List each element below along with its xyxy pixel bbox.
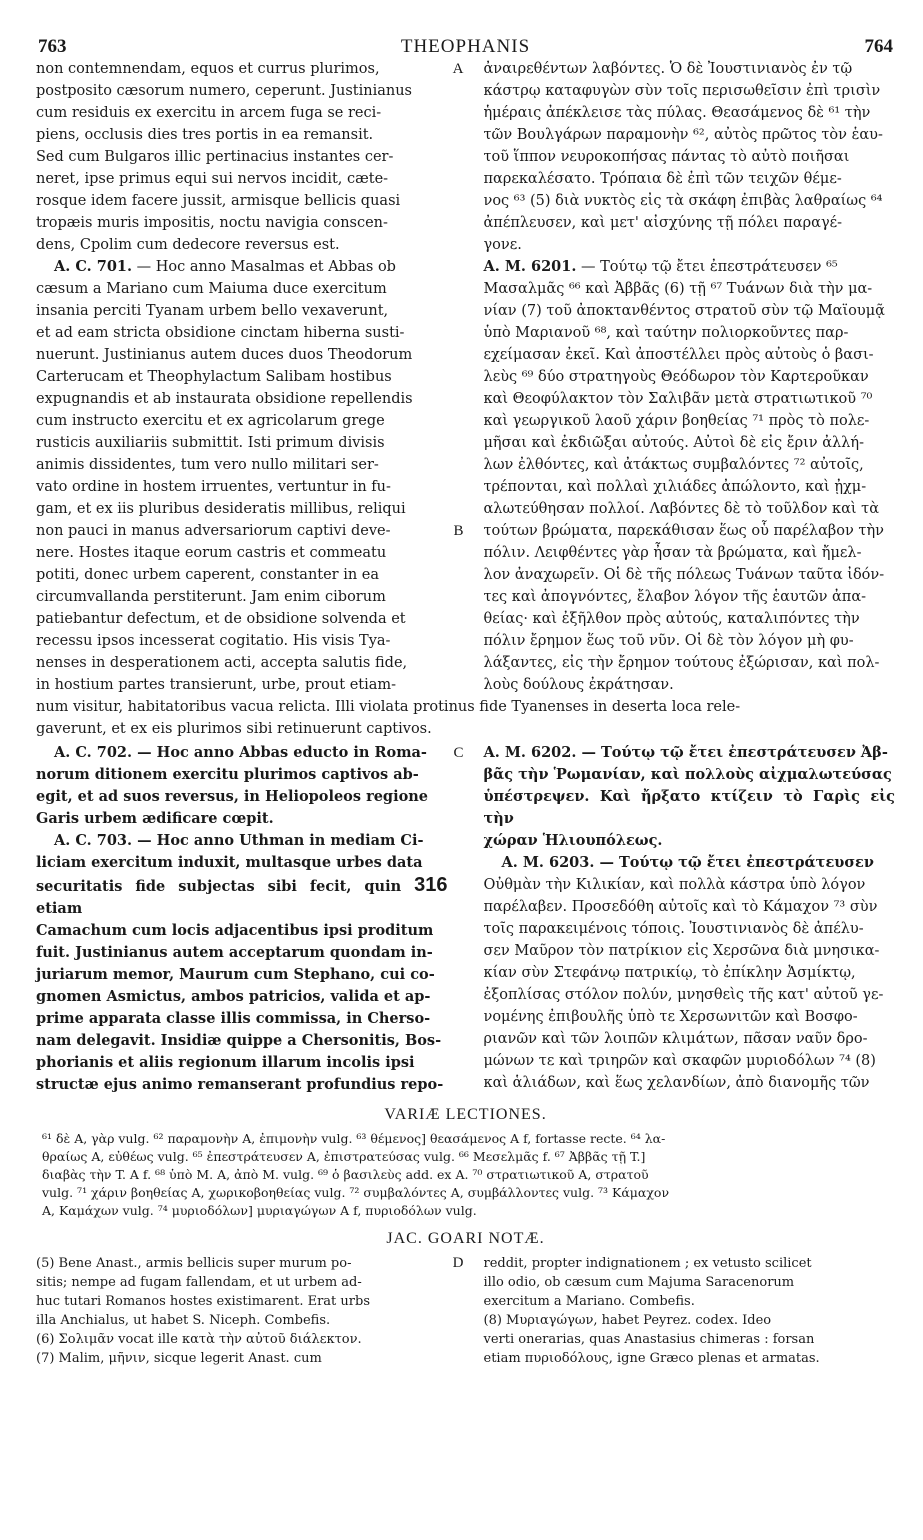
text-line: nam delegavit. Insidiæ quippe a Chersonitis, Bos- xyxy=(36,1032,442,1049)
latin-column-2 xyxy=(36,742,466,1096)
text-line: exercitum a Mariano. Combefis. xyxy=(483,1294,695,1309)
latin-entry-702 xyxy=(36,742,448,830)
text-line: (8) Μυριαγώγων, habet Peyrez. codex. Ideo xyxy=(483,1313,772,1328)
year-label-702: A. C. 702. xyxy=(54,744,133,761)
text-line: circumvallanda perstiterunt. Jam enim ciborum xyxy=(36,589,386,605)
latin-full-width-lines xyxy=(36,696,895,740)
text-line: μῆσαι καὶ ἐκδιῶξαι αὐτούς. Αὐτοὶ δὲ εἰς ἔριν ἀλλή- xyxy=(483,435,864,451)
text-line: dens, Cpolim cum dedecore reversus est. xyxy=(36,237,340,253)
text-line: τούτων βρώματα, παρεκάθισαν ἕως οὗ παρέλαβον τὴν xyxy=(483,523,884,539)
text-line: ἐξοπλίσας στόλον πολύν, μνησθεὶς τῆς κατ' αὐτοῦ γε- xyxy=(483,987,884,1003)
text-line: vulg. ⁷¹ χάριν βοηθείας A, χωρικοβοηθείας vulg. ⁷² συμβαλόντες A, συμβάλλοντες vulg. ⁷³ Κάμαχον xyxy=(42,1185,670,1200)
text-line: τοῦ ἵππον νευροκοπήσας πάντας τὸ αὐτὸ ποιῆσαι xyxy=(483,149,850,165)
text-line: recessu ipsos incesserat cogitatio. His visis Tya- xyxy=(36,633,391,649)
text-line: χώραν Ἡλιουπόλεως. xyxy=(483,832,663,849)
text-line: καὶ Θεοφύλακτον τὸν Σαλιβᾶν μετὰ στρατιωτικοῦ ⁷⁰ xyxy=(483,391,873,407)
text-line: reddit, propter indignationem ; ex vetusto scilicet xyxy=(483,1256,812,1271)
page-header xyxy=(36,30,895,58)
page-number-right: 764 xyxy=(864,36,893,57)
text-line: egit, et ad suos reversus, in Heliopoleos regione xyxy=(36,788,429,805)
greek-entry-6202 xyxy=(484,742,896,852)
text-line: etiam πυριοδόλους, igne Græco plenas et armatas. xyxy=(483,1351,820,1366)
text-line: phorianis et aliis regionum illarum incolis ipsi xyxy=(36,1054,415,1071)
text-line: gam, et ex iis pluribus desideratis millibus, reliqui xyxy=(36,501,406,517)
text-line: et ad eam stricta obsidione cinctam hiberna susti- xyxy=(36,325,405,341)
text-line: καὶ γεωργικοῦ λαοῦ χάριν βοηθείας ⁷¹ πρὸς τὸ πολε- xyxy=(483,413,870,429)
text-line: cæsum a Mariano cum Maiuma duce exercitum xyxy=(36,281,387,297)
greek-column-2 xyxy=(466,742,896,1096)
columns-section-2 xyxy=(36,742,895,1096)
text-line: Camachum cum locis adjacentibus ipsi proditum xyxy=(36,922,434,939)
text-line: Sed cum Bulgaros illic pertinacius instantes cer- xyxy=(36,149,394,165)
text-line: νίαν (7) τοῦ ἀποκτανθέντος στρατοῦ σὺν τῷ Μαϊουμᾷ xyxy=(483,303,885,319)
text-line: nere. Hostes itaque eorum castris et commeatu xyxy=(36,545,387,561)
text-line: λοὺς δούλους ἐκράτησαν. xyxy=(483,677,674,693)
text-line: λάξαντες, εἰς τὴν ἔρημον τούτους ἐξώρισαν, καὶ πολ- xyxy=(483,655,880,671)
greek-entry-6203 xyxy=(484,852,896,1094)
text-line: illo odio, ob cæsum cum Majuma Saracenorum xyxy=(483,1275,795,1290)
year-label-6203: A. M. 6203. xyxy=(501,854,595,871)
latin-column xyxy=(36,58,466,696)
year-label-6202: A. M. 6202. xyxy=(483,744,577,761)
text-line: αλωτεύθησαν πολλοί. Λαβόντες δὲ τὸ τοῦλδον καὶ τὰ xyxy=(483,501,879,517)
text-line: Οὐθμὰν τὴν Κιλικίαν, καὶ πολλὰ κάστρα ὑπὸ λόγον xyxy=(483,877,866,893)
page-number-left: 763 xyxy=(38,36,67,57)
text-line: — Hoc anno Abbas educto in Roma- xyxy=(132,744,427,761)
text-line: (7) Malim, μῆνιν, sicque legerit Anast. cum xyxy=(36,1351,322,1366)
text-line: fuit. Justinianus autem acceptarum quondam in- xyxy=(36,944,433,961)
text-line: νομένης ἐπιβουλῆς ὑπὸ τε Χερσωνιτῶν καὶ Βοσφο- xyxy=(483,1009,858,1025)
text-line: nenses in desperationem acti, accepta salutis fide, xyxy=(36,655,408,671)
greek-column xyxy=(466,58,896,696)
text-line: cum residuis ex exercitu in arcem fuga se reci- xyxy=(36,105,382,121)
inline-page-number: 316 xyxy=(414,874,448,896)
text-line: λεὺς ⁶⁹ δύο στρατηγοὺς Θεόδωρον τὸν Καρτεροῦκαν xyxy=(483,369,869,385)
greek-text-top xyxy=(484,58,896,256)
text-line: — Τούτῳ τῷ ἔτει ἐπεστράτευσεν ⁶⁵ xyxy=(576,259,838,275)
text-line: prime apparata classe illis commissa, in Cherso- xyxy=(36,1010,431,1027)
varia-lectiones xyxy=(42,1130,889,1220)
text-line: (5) Bene Anast., armis bellicis super murum po- xyxy=(36,1256,352,1271)
text-line: liciam exercitum induxit, multasque urbes data xyxy=(36,854,423,871)
margin-marker-c: C xyxy=(453,745,464,761)
text-line: θραίως A, εὐθέως vulg. ⁶⁵ ἐπεστράτευσεν A, ἐπιστρατεύσας vulg. ⁶⁶ Μεσελμᾶς f. ⁶⁷ Ἀββᾶς τῇ T.] xyxy=(42,1149,646,1164)
text-line: rusticis auxiliariis submittit. Isti primum divisis xyxy=(36,435,385,451)
text-line: norum ditionem exercitu plurimos captivos ab- xyxy=(36,766,419,783)
text-line: τρέπονται, καὶ πολλαὶ χιλιάδες ἀπώλοντο, καὶ ᾐχμ- xyxy=(483,479,867,495)
text-line: νος ⁶³ (5) διὰ νυκτὸς εἰς τὰ σκάφη ἐπιβὰς λαθραίως ⁶⁴ xyxy=(483,193,883,209)
text-line: βᾶς τὴν Ῥωμανίαν, καὶ πολλοὺς αἰχμαλωτεύσας xyxy=(483,766,892,783)
text-line: huc tutari Romanos hostes existimarent. Erat urbs xyxy=(36,1294,370,1309)
text-line: Garis urbem ædificare cœpit. xyxy=(36,810,274,827)
margin-marker-d: D xyxy=(452,1255,464,1271)
text-line: neret, ipse primus equi sui nervos incidit, cæte- xyxy=(36,171,389,187)
text-line: non contemnendam, equos et currus plurimos, xyxy=(36,61,380,77)
text-line: nuerunt. Justinianus autem duces duos Theodorum xyxy=(36,347,413,363)
latin-entry-701 xyxy=(36,256,448,696)
text-line: ἡμέραις ἀπέκλεισε τὰς πύλας. Θεασάμενος δὲ ⁶¹ τὴν xyxy=(483,105,871,121)
notes-right-column xyxy=(466,1254,896,1368)
notes-left-column xyxy=(36,1254,466,1368)
text-line: vato ordine in hostem irruentes, vertuntur in fu- xyxy=(36,479,391,495)
year-label-703: A. C. 703. xyxy=(54,832,133,849)
text-line: θείας· καὶ ἐξῆλθον πρὸς αὐτούς, καταλιπόντες τὴν xyxy=(483,611,860,627)
text-line: γονε. xyxy=(483,237,522,253)
text-line: postposito cæsorum numero, ceperunt. Justinianus xyxy=(36,83,412,99)
text-line: πόλιν ἔρημον ἕως τοῦ νῦν. Οἱ δὲ τὸν λόγον μὴ φυ- xyxy=(483,633,854,649)
text-line: in hostium partes transierunt, urbe, prout etiam- xyxy=(36,677,397,693)
text-line: insania perciti Tyanam urbem bello vexaverunt, xyxy=(36,303,389,319)
text-line: παρεκαλέσατο. Τρόπαια δὲ ἐπὶ τῶν τειχῶν θέμε- xyxy=(483,171,842,187)
text-line: cum instructo exercitu et ex agricolarum grege xyxy=(36,413,385,429)
text-line: λων ἐλθόντες, καὶ ἀτάκτως συμβαλόντες ⁷² αὐτοῖς, xyxy=(483,457,864,473)
text-line: ἀναιρεθέντων λαβόντες. Ὁ δὲ Ἰουστινιανὸς ἐν τῷ xyxy=(483,61,853,77)
text-line: A, Καμάχων vulg. ⁷⁴ μυριοδόλων] μυριαγώγων A f, πυριοδόλων vulg. xyxy=(42,1203,477,1218)
greek-entry-6201 xyxy=(484,256,896,696)
text-line: illa Anchialus, ut habet S. Niceph. Combefis. xyxy=(36,1313,331,1328)
latin-703-line-with-number: securitatis fide subjectas sibi fecit, quin 316 etiam xyxy=(36,874,448,917)
year-label-6201: A. M. 6201. xyxy=(483,258,577,275)
text-line: μώνων τε καὶ τριηρῶν καὶ σκαφῶν μυριοδόλων ⁷⁴ (8) xyxy=(483,1053,876,1069)
text-line: num visitur, habitatoribus vacua relicta. Illi violata protinus fide Tyanenses in deserta loca rele- xyxy=(36,699,741,715)
text-line: rosque idem facere jussit, armisque bellicis quasi xyxy=(36,193,401,209)
text-line: tropæis muris impositis, noctu navigia conscen- xyxy=(36,215,388,231)
text-line: ἀπέπλευσεν, καὶ μετ' αἰσχύνης τῇ πόλει παραγέ- xyxy=(483,215,843,231)
text-line: non pauci in manus adversariorum captivi deve- xyxy=(36,523,391,539)
text-line: πόλιν. Λειφθέντες γὰρ ἦσαν τὰ βρώματα, καὶ ἤμελ- xyxy=(483,545,862,561)
text-line: εχείμασαν ἐκεῖ. Καὶ ἀποστέλλει πρὸς αὐτοὺς ὁ βασι- xyxy=(483,347,874,363)
text-line: gaverunt, et ex eis plurimos sibi retinuerunt captivos. xyxy=(36,721,432,737)
text-line: τες καὶ ἀπογνόντες, ἔλαβον λόγον τῆς ἑαυτῶν ἀπα- xyxy=(483,589,867,605)
text-line: — Hoc anno Masalmas et Abbas ob xyxy=(132,259,396,275)
text-line: patiebantur defectum, et de obsidione solvenda et xyxy=(36,611,406,627)
text-line: Carterucam et Theophylactum Salibam hostibus xyxy=(36,369,392,385)
notes-title: JAC. GOARI NOTÆ. xyxy=(386,1230,545,1247)
text-line: ⁶¹ δὲ A, γὰρ vulg. ⁶² παραμονὴν A, ἐπιμονὴν vulg. ⁶³ θέμενος] θεασάμενος A f, fortasse recte. ⁶⁴ λα- xyxy=(42,1131,666,1146)
text-line: — Τούτῳ τῷ ἔτει ἐπεστράτευσεν xyxy=(594,854,874,871)
text-line: — Τούτῳ τῷ ἔτει ἐπεστράτευσεν Ἀβ- xyxy=(576,744,888,761)
text-line: κίαν σὺν Στεφάνῳ πατρικίῳ, τὸ ἐπίκλην Ἀσμίκτῳ, xyxy=(483,965,856,981)
running-title: THEOPHANIS xyxy=(400,36,531,57)
text-line: structæ ejus animo remanserant profundius repo- xyxy=(36,1076,444,1093)
text-line: τῶν Βουλγάρων παραμονὴν ⁶², αὐτὸς πρῶτος τὸν ἑαυ- xyxy=(483,127,883,143)
latin-text-top xyxy=(36,58,448,256)
text-line: σεν Μαῦρον τὸν πατρίκιον εἰς Χερσῶνα διὰ μνησικα- xyxy=(483,943,880,959)
text-line: expugnandis et ab instaurata obsidione repellendis xyxy=(36,391,413,407)
text-line: verti onerarias, quas Anastasius chimeras : forsan xyxy=(483,1332,815,1347)
margin-marker-b: B xyxy=(453,523,464,539)
text-line: piens, occlusis dies tres portis in ea remansit. xyxy=(36,127,374,143)
text-line: sitis; nempe ad fugam fallendam, et ut urbem ad- xyxy=(36,1275,362,1290)
notes-columns xyxy=(36,1254,895,1368)
text-line: ὑπέστρεψεν. Καὶ ἤρξατο κτίζειν τὸ Γαρὶς εἰς τὴν xyxy=(483,788,895,827)
text-line: παρέλαβεν. Προσεδόθη αὐτοῖς καὶ τὸ Κάμαχον ⁷³ σὺν xyxy=(483,899,878,915)
text-line: διαβὰς τὴν T. A f. ⁶⁸ ὑπὸ M. A, ἀπὸ M. vulg. ⁶⁹ ὁ βασιλεὺς add. ex A. ⁷⁰ στρατιωτικοῦ A, στρατοῦ xyxy=(42,1167,649,1182)
varia-lectiones-title: VARIÆ LECTIONES. xyxy=(384,1106,547,1123)
text-line: ὑπὸ Μαριανοῦ ⁶⁸, καὶ ταύτην πολιορκοῦντες παρ- xyxy=(483,325,849,341)
margin-marker-a: A xyxy=(452,61,464,77)
text-line: τοῖς παρακειμένοις τόποις. Ἰουστινιανὸς δὲ ἀπέλυ- xyxy=(483,921,864,937)
text-line: ριανῶν καὶ τῶν λοιπῶν κλιμάτων, πᾶσαν ναῦν δρο- xyxy=(483,1031,868,1047)
text-line: (6) Σολιμᾶν vocat ille κατὰ τὴν αὐτοῦ διάλεκτον. xyxy=(36,1332,362,1347)
columns-section-1 xyxy=(36,58,895,696)
text-line: potiti, donec urbem caperent, constanter in ea xyxy=(36,567,380,583)
latin-entry-703 xyxy=(36,830,448,1096)
text-line: Μασαλμᾶς ⁶⁶ καὶ Ἀββᾶς (6) τῇ ⁶⁷ Τυάνων διὰ τὴν μα- xyxy=(483,281,873,297)
text-line: juriarum memor, Maurum cum Stephano, cui co- xyxy=(36,966,435,983)
text-line: καὶ ἁλιάδων, καὶ ἕως χελανδίων, ἀπὸ διανομῆς τῶν xyxy=(483,1075,870,1091)
text-line: λον ἀναχωρεῖν. Οἱ δὲ τῆς πόλεως Τυάνων ταῦτα ἰδόν- xyxy=(483,567,885,583)
text-line: animis dissidentes, tum vero nullo militari ser- xyxy=(36,457,379,473)
text-line: — Hoc anno Uthman in mediam Ci- xyxy=(132,832,424,849)
text-line: κάστρῳ καταφυγὼν σὺν τοῖς περισωθεῖσιν ἐπὶ τρισὶν xyxy=(483,83,881,99)
text-line: gnomen Asmictus, ambos patricios, valida et ap- xyxy=(36,988,431,1005)
year-label-701: A. C. 701. xyxy=(54,258,133,275)
